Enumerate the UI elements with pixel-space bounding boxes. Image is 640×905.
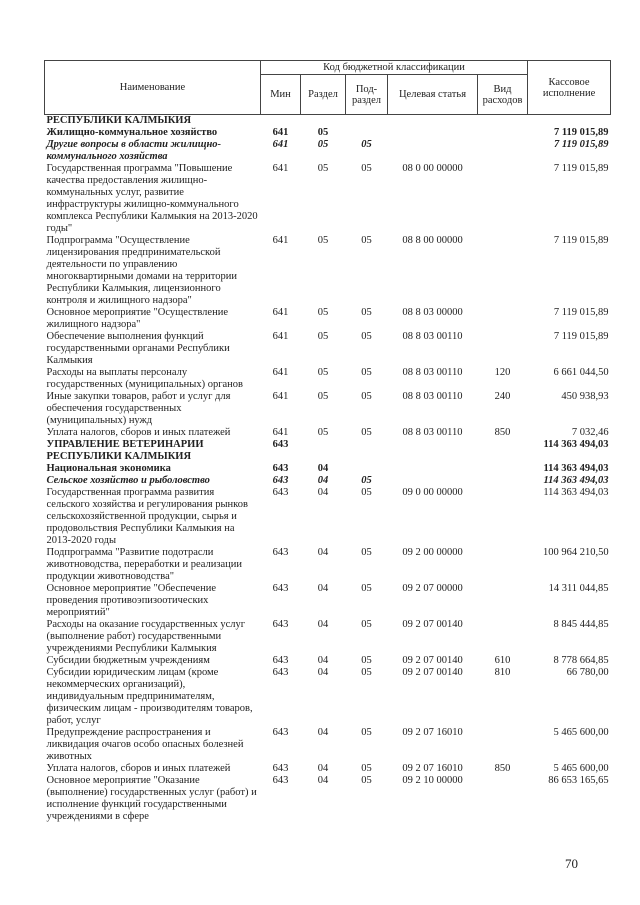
table-row <box>45 235 611 307</box>
row-amount: 450 938,93 <box>561 391 609 402</box>
row-razdel: 05 <box>317 139 329 150</box>
row-name: РЕСПУБЛИКИ КАЛМЫКИЯ <box>46 115 192 126</box>
header-statya: Целевая статья <box>388 75 478 115</box>
row-amount <box>528 115 611 128</box>
row-vid: 610 <box>494 655 511 666</box>
header-podrazdel: Под-раздел <box>346 75 388 115</box>
row-razdel: 05 <box>317 427 329 438</box>
row-name: Национальная экономика <box>46 463 171 474</box>
row-statya: 09 2 07 00140 <box>402 667 463 678</box>
row-name: Уплата налогов, сборов и иных платежей <box>46 763 231 774</box>
row-min: 641 <box>272 235 289 246</box>
row-podrazdel: 05 <box>361 331 372 342</box>
row-podrazdel: 05 <box>361 163 372 174</box>
row-min: 643 <box>272 475 289 486</box>
row-name: Субсидии бюджетным учреждениям <box>46 655 210 666</box>
row-amount: 7 119 015,89 <box>553 235 609 246</box>
row-podrazdel: 05 <box>361 619 372 630</box>
table-row <box>45 583 611 619</box>
row-podrazdel: 05 <box>361 655 372 666</box>
row-name: Жилищно-коммунальное хозяйство <box>46 127 218 138</box>
row-razdel: 04 <box>317 487 329 498</box>
table-header <box>45 61 611 115</box>
row-razdel: 05 <box>317 163 329 174</box>
row-razdel: 05 <box>317 331 329 342</box>
row-razdel: 04 <box>317 667 329 678</box>
table-row <box>45 463 611 475</box>
row-vid <box>478 235 528 307</box>
row-min: 641 <box>272 367 289 378</box>
row-vid <box>478 547 528 583</box>
row-name: Расходы на оказание государственных услуг (выполнение работ) государственными учреждениями Республики Калмыкия <box>46 619 246 654</box>
row-statya: 08 8 03 00110 <box>402 367 463 378</box>
row-podrazdel: 05 <box>361 139 372 150</box>
row-amount: 14 311 044,85 <box>548 583 609 594</box>
row-statya: 09 2 10 00000 <box>402 775 463 786</box>
row-vid <box>478 127 528 139</box>
row-name: Подпрограмма "Осуществление лицензирования предпринимательской деятельности по управлению многоквартирными домами на территории Республики Калмыкия, лицензионного контроля и жилищного надзора" <box>46 235 237 306</box>
table-row <box>45 127 611 139</box>
row-amount: 5 465 600,00 <box>553 727 609 738</box>
table-row <box>45 547 611 583</box>
budget-table <box>44 60 611 823</box>
row-razdel: 04 <box>317 583 329 594</box>
row-podrazdel: 05 <box>361 547 372 558</box>
row-statya: 09 0 00 00000 <box>402 487 463 498</box>
row-vid: 120 <box>494 367 511 378</box>
table-row <box>45 139 611 163</box>
row-name: Государственная программа "Повышение качества предоставления жилищно-коммунальных услуг, развитие инфраструктуры жилищно-коммунального комплекса Республики Калмыкия на 2013-2020 годы" <box>46 163 258 234</box>
row-razdel: 05 <box>317 127 329 138</box>
row-razdel: 04 <box>317 775 329 786</box>
row-razdel: 04 <box>317 727 329 738</box>
row-podrazdel <box>346 127 388 139</box>
row-name: Основное мероприятие "Осуществление жилищного надзора" <box>46 307 228 330</box>
row-vid <box>478 115 528 128</box>
row-name: Предупреждение распространения и ликвидация очагов особо опасных болезней животных <box>46 727 244 762</box>
row-name: Основное мероприятие "Оказание (выполнение) государственных услуг (работ) и исполнение функций государственными учреждениями в сфере <box>46 775 257 822</box>
table-row <box>45 115 611 128</box>
table-row <box>45 667 611 727</box>
row-name: Другие вопросы в области жилищно-коммунального хозяйства <box>46 139 222 162</box>
row-podrazdel: 05 <box>361 367 372 378</box>
row-podrazdel <box>346 439 388 463</box>
row-statya: 09 2 07 16010 <box>402 763 463 774</box>
row-statya: 08 0 00 00000 <box>402 163 463 174</box>
header-name: Наименование <box>45 61 261 115</box>
row-name: УПРАВЛЕНИЕ ВЕТЕРИНАРИИ РЕСПУБЛИКИ КАЛМЫКИЯ <box>46 439 204 462</box>
page-number: 70 <box>565 856 578 871</box>
table-row <box>45 331 611 367</box>
row-statya: 09 2 07 16010 <box>402 727 463 738</box>
row-podrazdel: 05 <box>361 667 372 678</box>
row-razdel: 04 <box>317 463 329 474</box>
row-vid: 240 <box>494 391 511 402</box>
row-podrazdel: 05 <box>361 763 372 774</box>
row-statya <box>388 139 478 163</box>
row-podrazdel: 05 <box>361 235 372 246</box>
header-amount: Кассовое исполнение <box>528 61 611 115</box>
row-vid <box>478 163 528 235</box>
row-name: Подпрограмма "Развитие подотрасли животноводства, переработки и реализации продукции животноводства" <box>46 547 243 582</box>
row-podrazdel: 05 <box>361 307 372 318</box>
table-row <box>45 763 611 775</box>
table-row <box>45 487 611 547</box>
row-amount: 100 964 210,50 <box>542 547 609 558</box>
row-amount: 6 661 044,50 <box>553 367 609 378</box>
row-statya: 08 8 03 00000 <box>402 307 463 318</box>
table-row <box>45 619 611 655</box>
row-min: 643 <box>272 667 289 678</box>
row-amount: 5 465 600,00 <box>553 763 609 774</box>
row-statya: 08 8 03 00110 <box>402 427 463 438</box>
row-amount: 114 363 494,03 <box>543 439 609 450</box>
row-min: 643 <box>272 763 289 774</box>
row-podrazdel: 05 <box>361 487 372 498</box>
row-min: 641 <box>272 427 289 438</box>
row-podrazdel: 05 <box>361 475 372 486</box>
row-podrazdel: 05 <box>361 775 372 786</box>
row-vid <box>478 139 528 163</box>
table-row <box>45 391 611 427</box>
header-min: Мин <box>261 75 301 115</box>
row-amount: 86 653 165,65 <box>548 775 609 786</box>
row-amount: 66 780,00 <box>566 667 609 678</box>
row-amount: 114 363 494,03 <box>543 487 609 498</box>
row-razdel <box>301 439 346 463</box>
table-row <box>45 655 611 667</box>
row-razdel: 05 <box>317 367 329 378</box>
row-name: Субсидии юридическим лицам (кроме некоммерческих организаций), индивидуальным предпринимателям, физическим лицам - производителям товаров, работ, услуг <box>46 667 253 726</box>
row-amount: 114 363 494,03 <box>543 463 609 474</box>
row-min: 641 <box>272 163 289 174</box>
header-vid: Вид расходов <box>478 75 528 115</box>
row-min: 641 <box>272 127 289 138</box>
row-statya <box>388 475 478 487</box>
header-razdel: Раздел <box>301 75 346 115</box>
row-amount: 7 119 015,89 <box>553 163 609 174</box>
row-name: Иные закупки товаров, работ и услуг для обеспечения государственных (муниципальных) нужд <box>46 391 231 426</box>
row-podrazdel: 05 <box>361 727 372 738</box>
row-vid <box>478 475 528 487</box>
row-name: Обеспечение выполнения функций государственными органами Республики Калмыкия <box>46 331 230 366</box>
row-razdel <box>301 115 346 128</box>
row-statya: 08 8 03 00110 <box>402 391 463 402</box>
row-razdel: 05 <box>317 235 329 246</box>
table-body <box>45 115 611 824</box>
row-razdel: 04 <box>317 655 329 666</box>
row-statya <box>388 127 478 139</box>
row-statya: 08 8 03 00110 <box>402 331 463 342</box>
row-min: 643 <box>272 463 289 474</box>
row-razdel: 05 <box>317 307 329 318</box>
row-vid <box>478 727 528 763</box>
row-name: Уплата налогов, сборов и иных платежей <box>46 427 231 438</box>
row-vid <box>478 775 528 823</box>
row-vid: 850 <box>494 763 511 774</box>
row-min: 643 <box>272 619 289 630</box>
row-min: 641 <box>272 139 289 150</box>
row-podrazdel <box>346 463 388 475</box>
row-min: 643 <box>272 547 289 558</box>
row-razdel: 05 <box>317 391 329 402</box>
table-row <box>45 775 611 823</box>
row-amount: 7 119 015,89 <box>553 331 609 342</box>
row-vid <box>478 331 528 367</box>
row-amount: 114 363 494,03 <box>543 475 609 486</box>
row-vid <box>478 463 528 475</box>
row-statya <box>388 115 478 128</box>
row-razdel: 04 <box>317 547 329 558</box>
row-vid <box>478 487 528 547</box>
table-row <box>45 475 611 487</box>
row-amount: 7 119 015,89 <box>554 127 609 138</box>
row-amount: 7 119 015,89 <box>554 139 609 150</box>
row-vid: 810 <box>494 667 511 678</box>
row-razdel: 04 <box>317 475 329 486</box>
row-min: 641 <box>272 331 289 342</box>
row-min: 643 <box>272 487 289 498</box>
row-statya <box>388 463 478 475</box>
row-vid <box>478 439 528 463</box>
row-podrazdel: 05 <box>361 391 372 402</box>
row-min: 643 <box>272 583 289 594</box>
row-statya: 09 2 00 00000 <box>402 547 463 558</box>
row-razdel: 04 <box>317 763 329 774</box>
row-name: Государственная программа развития сельского хозяйства и регулирования рынков сельскохозяйственной продукции, сырья и продовольствия Республики Калмыкия на 2013-2020 годы <box>46 487 248 546</box>
row-podrazdel: 05 <box>361 427 372 438</box>
row-amount: 8 778 664,85 <box>553 655 609 666</box>
row-name: Основное мероприятие "Обеспечение проведения противоэпизоотических мероприятий" <box>46 583 216 618</box>
row-vid <box>478 619 528 655</box>
row-name: Сельское хозяйство и рыболовство <box>46 475 210 486</box>
row-vid <box>478 583 528 619</box>
row-min: 643 <box>272 775 289 786</box>
header-code-group: Код бюджетной классификации <box>261 61 528 75</box>
row-min: 643 <box>272 655 289 666</box>
row-name: Расходы на выплаты персоналу государственных (муниципальных) органов <box>46 367 244 390</box>
row-podrazdel <box>346 115 388 128</box>
table-row <box>45 727 611 763</box>
row-min: 643 <box>272 727 289 738</box>
row-vid: 850 <box>494 427 511 438</box>
row-amount: 7 119 015,89 <box>553 307 609 318</box>
row-statya: 09 2 07 00140 <box>402 619 463 630</box>
table-row <box>45 367 611 391</box>
table-row <box>45 307 611 331</box>
row-min: 641 <box>272 307 289 318</box>
row-min: 641 <box>272 391 289 402</box>
row-vid <box>478 307 528 331</box>
table-row <box>45 427 611 439</box>
row-statya <box>388 439 478 463</box>
row-min <box>261 115 301 128</box>
row-statya: 09 2 07 00140 <box>402 655 463 666</box>
row-razdel: 04 <box>317 619 329 630</box>
row-amount: 7 032,46 <box>571 427 609 438</box>
table-row <box>45 439 611 463</box>
row-podrazdel: 05 <box>361 583 372 594</box>
row-statya: 08 8 00 00000 <box>402 235 463 246</box>
row-min: 643 <box>272 439 289 450</box>
row-statya: 09 2 07 00000 <box>402 583 463 594</box>
table-row <box>45 163 611 235</box>
row-amount: 8 845 444,85 <box>553 619 609 630</box>
